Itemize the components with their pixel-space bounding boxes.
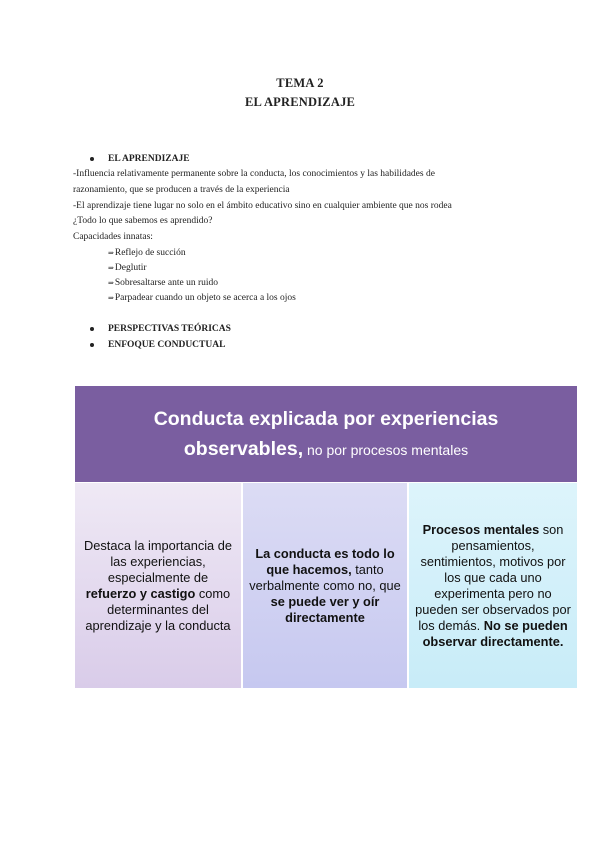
text-line: Capacidades innatas: — [73, 232, 153, 242]
infographic-column-2: La conducta es todo lo que hacemos, tanto verbalmente como no, que se puede ver y oír directamente — [243, 483, 407, 688]
text-line: razonamiento, que se producen a través de la experiencia — [73, 185, 290, 195]
arrow-right-icon: ⇒ — [108, 264, 114, 272]
banner-line-1: Conducta explicada por experiencias — [153, 408, 499, 430]
infographic-column-1: Destaca la importancia de las experiencias, especialmente de refuerzo y castigo como determinantes del aprendizaje y la conducta — [75, 483, 241, 688]
innate-item: ⇒ Sobresaltarse ante un ruido — [108, 278, 219, 288]
innate-item: ⇒ Reflejo de succión — [108, 248, 186, 258]
infographic-column-3: Procesos mentales son pensamientos, sentimientos, motivos por los que cada uno experimenta pero no pueden ser observados por los demás. No se pueden observar directamente. — [409, 483, 577, 688]
bullet-perspectivas — [90, 324, 231, 334]
text-line: -El aprendizaje tiene lugar no solo en el ámbito educativo sino en cualquier ambiente que nos rodea — [73, 201, 452, 211]
arrow-right-icon: ⇒ — [108, 279, 114, 287]
bullet-label: ENFOQUE CONDUCTUAL — [108, 340, 226, 350]
banner-line-2: observables, no por procesos mentales — [183, 438, 469, 460]
page-subtitle: EL APRENDIZAJE — [244, 95, 356, 109]
bullet-enfoque — [90, 340, 225, 350]
bullet-label: EL APRENDIZAJE — [108, 154, 190, 164]
arrow-right-icon: ⇒ — [108, 294, 114, 302]
bullet-dot-icon — [90, 343, 94, 347]
bullet-el-aprendizaje — [90, 154, 190, 164]
bullet-dot-icon — [90, 327, 94, 331]
innate-item: ⇒ Deglutir — [108, 263, 147, 273]
innate-item: ⇒ Parpadear cuando un objeto se acerca a los ojos — [108, 293, 296, 303]
infographic-banner — [75, 386, 577, 484]
text-line: -Influencia relativamente permanente sobre la conducta, los conocimientos y las habilidades de — [73, 169, 435, 179]
bullet-dot-icon — [90, 157, 94, 161]
infographic — [75, 386, 577, 688]
bullet-label: PERSPECTIVAS TEÓRICAS — [108, 324, 231, 334]
page-title: TEMA 2 — [276, 76, 324, 90]
text-line: ¿Todo lo que sabemos es aprendido? — [73, 216, 213, 226]
arrow-right-icon: ⇒ — [108, 249, 114, 257]
